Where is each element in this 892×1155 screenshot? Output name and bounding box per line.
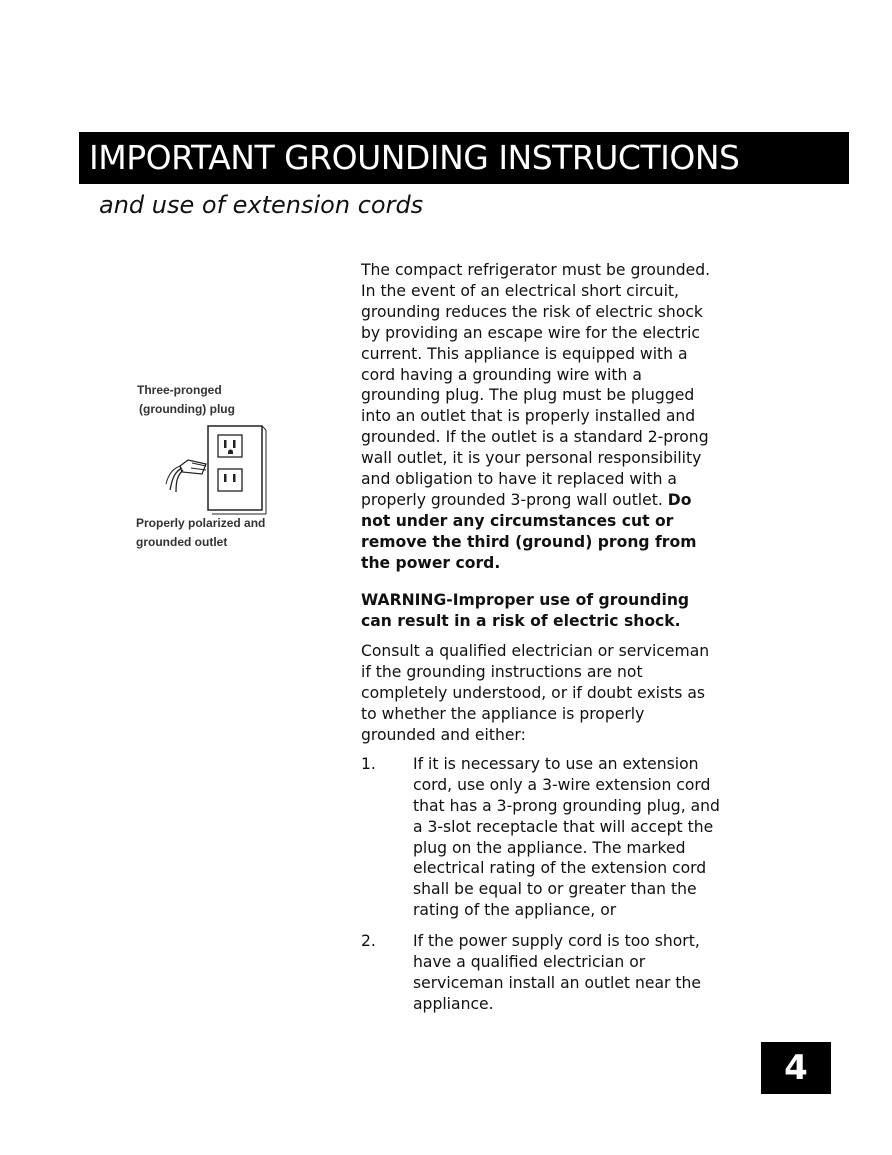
intro-paragraph (361, 260, 721, 574)
outlet-illustration (136, 380, 316, 555)
plug-caption-line2: (grounding) plug (139, 402, 235, 416)
list-item-number: 1. (361, 754, 376, 773)
conditions-list (361, 754, 721, 1015)
title-banner (79, 132, 849, 184)
list-item-text: If the power supply cord is too short, have a qualified electrician or serviceman install an outlet near the appliance. (413, 932, 701, 1013)
page-number: 4 (761, 1042, 831, 1094)
instructions-text (361, 260, 721, 1015)
intro-bold-text: Do not under any circumstances cut or remove the third (ground) prong from the power cord. (361, 490, 697, 572)
warning-paragraph: WARNING-Improper use of grounding can result in a risk of electric shock. (361, 590, 690, 630)
consult-paragraph: Consult a qualified electrician or serviceman if the grounding instructions are not completely understood, or if doubt exists as to whether the appliance is properly grounded and either: (361, 642, 710, 745)
list-item (361, 754, 721, 921)
page-title: IMPORTANT GROUNDING INSTRUCTIONS (89, 138, 740, 177)
plug-caption-line1: Three-pronged (137, 383, 222, 397)
list-item (361, 931, 721, 1015)
outlet-caption-line1: Properly polarized and (136, 516, 266, 530)
intro-text: The compact refrigerator must be grounded. In the event of an electrical short circuit, grounding reduces the risk of electric shock by providing an escape wire for the electric current. This appliance is equipped with a cord having a grounding wire with a grounding plug. The plug must be plugged into an outlet that is properly installed and grounded. If the outlet is a standard 2-prong wall outlet, it is your personal responsibility and obligation to have it replaced with a properly grounded 3-prong wall outlet. (361, 261, 711, 509)
page-subtitle: and use of extension cords (99, 191, 424, 219)
list-item-number: 2. (361, 932, 376, 951)
list-item-text: If it is necessary to use an extension cord, use only a 3-wire extension cord that has a 3-prong grounding plug, and a 3-slot receptacle that will accept the plug on the appliance. The marked electrical rating of the extension cord shall be equal to or greater than the rating of the appliance, or (413, 754, 720, 920)
outlet-caption-line2: grounded outlet (136, 535, 228, 549)
